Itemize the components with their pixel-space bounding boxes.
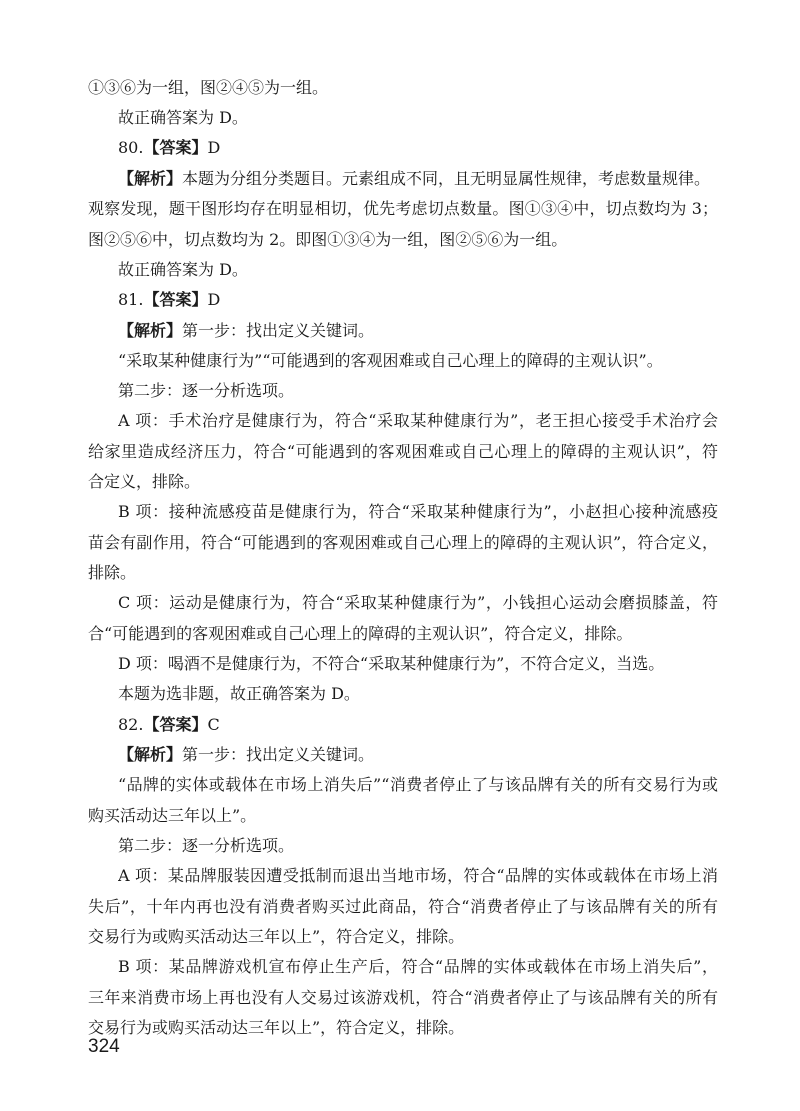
text-line: 本题为选非题，故正确答案为 D。 — [118, 684, 360, 703]
text-line: 图②⑤⑥中，切点数均为 2。即图①③④为一组，图②⑤⑥为一组。 — [88, 230, 568, 249]
analysis-tag: 【解析】 — [118, 745, 183, 764]
question-number: 80. — [118, 138, 144, 157]
text-line: A 项：某品牌服装因遭受抵制而退出当地市场，符合“品牌的实体或载体在市场上消 — [118, 866, 718, 885]
text-line: 苗会有副作用，符合“可能遇到的客观困难或自己心理上的障碍的主观认识”，符合定义， — [88, 533, 718, 552]
text-line: A 项：手术治疗是健康行为，符合“采取某种健康行为”，老王担心接受手术治疗会 — [118, 411, 718, 430]
page-number: 324 — [88, 1036, 120, 1057]
text-line: 故正确答案为 D。 — [118, 108, 248, 127]
answer-tag: 【答案】 — [143, 290, 208, 309]
answer-heading-80 — [118, 137, 748, 159]
text-line: D 项：喝酒不是健康行为，不符合“采取某种健康行为”，不符合定义，当选。 — [118, 654, 665, 673]
text-line: 合定义，排除。 — [88, 472, 201, 491]
text-line: 失后”，十年内再也没有消费者购买过此商品，符合“消费者停止了与该品牌有关的所有 — [88, 897, 718, 916]
text-span: 第一步：找出定义关键词。 — [182, 321, 375, 340]
text-line: 故正确答案为 D。 — [118, 260, 248, 279]
answer-value: D — [207, 138, 221, 157]
answer-heading-82 — [118, 714, 748, 736]
text-line: 给家里造成经济压力，符合“可能遇到的客观困难或自己心理上的障碍的主观认识”，符 — [88, 442, 718, 461]
question-number: 81. — [118, 290, 144, 309]
text-line: 交易行为或购买活动达三年以上”，符合定义，排除。 — [88, 927, 465, 946]
answer-heading-81 — [118, 289, 748, 311]
answer-tag: 【答案】 — [143, 138, 208, 157]
text-line: 排除。 — [88, 563, 137, 582]
text-line: 合“可能遇到的客观困难或自己心理上的障碍的主观认识”，符合定义，排除。 — [88, 624, 633, 643]
answer-value: D — [207, 290, 221, 309]
text-span: 本题为分组分类题目。元素组成不同，且无明显属性规律，考虑数量规律。 — [182, 169, 711, 188]
question-number: 82. — [118, 715, 144, 734]
text-line: “采取某种健康行为”“可能遇到的客观困难或自己心理上的障碍的主观认识”。 — [118, 351, 663, 370]
text-line: 第二步：逐一分析选项。 — [118, 381, 295, 400]
text-span: 第一步：找出定义关键词。 — [182, 745, 375, 764]
text-line: C 项：运动是健康行为，符合“采取某种健康行为”，小钱担心运动会磨损膝盖，符 — [118, 593, 718, 612]
text-line: B 项：接种流感疫苗是健康行为，符合“采取某种健康行为”，小赵担心接种流感疫 — [118, 502, 718, 521]
analysis-paragraph-81 — [118, 320, 748, 342]
answer-value: C — [207, 715, 220, 734]
text-line: 交易行为或购买活动达三年以上”，符合定义，排除。 — [88, 1018, 465, 1037]
text-line: ①③⑥为一组，图②④⑤为一组。 — [88, 78, 329, 97]
analysis-tag: 【解析】 — [118, 321, 183, 340]
analysis-paragraph-82 — [118, 744, 748, 766]
analysis-paragraph-80 — [118, 168, 748, 190]
text-line: 三年来消费市场上再也没有人交易过该游戏机，符合“消费者停止了与该品牌有关的所有 — [88, 988, 718, 1007]
text-line: B 项：某品牌游戏机宣布停止生产后，符合“品牌的实体或载体在市场上消失后”， — [118, 957, 718, 976]
analysis-tag: 【解析】 — [118, 169, 183, 188]
text-line: 购买活动达三年以上”。 — [88, 806, 257, 825]
answer-tag: 【答案】 — [143, 715, 208, 734]
text-line: 第二步：逐一分析选项。 — [118, 836, 295, 855]
text-line: “品牌的实体或载体在市场上消失后”“消费者停止了与该品牌有关的所有交易行为或 — [118, 775, 718, 794]
text-line: 观察发现，题干图形均存在明显相切，优先考虑切点数量。图①③④中，切点数均为 3； — [88, 199, 718, 218]
